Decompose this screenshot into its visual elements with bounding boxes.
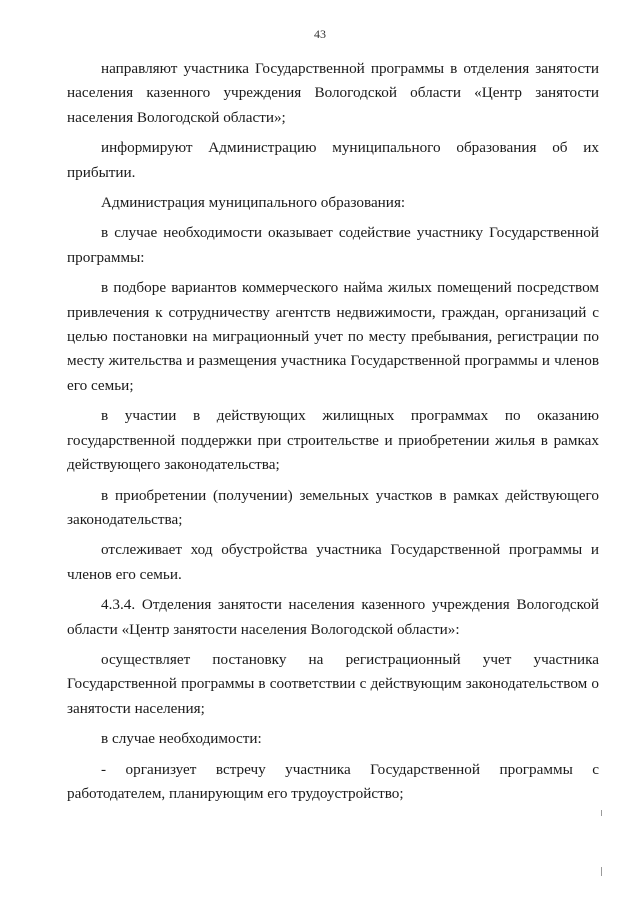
page-number: 43	[314, 27, 326, 41]
paragraph-6: в участии в действующих жилищных программах по оказанию государственной поддержки при строительстве и приобретении жилья в рамках действующего законодательства;	[67, 407, 599, 474]
paragraph-1: направляют участника Государственной программы в отделения занятости населения казенного учреждения Вологодской области «Центр занятости населения Вологодской области»;	[67, 60, 599, 126]
paragraph-3: Администрация муниципального образования:	[101, 194, 406, 212]
paragraph-10: осуществляет постановку на регистрационный учет участника Государственной программы в соответствии с действующим законодательством о занятости населения;	[67, 650, 599, 717]
paragraph-9: 4.3.4. Отделения занятости населения казенного учреждения Вологодской области «Центр занятости населения Вологодской области»:	[67, 596, 599, 638]
paragraph-12: - организует встречу участника Государственной программы с работодателем, планирующим его трудоустройство;	[67, 760, 599, 802]
paragraph-4: в случае необходимости оказывает содействие участнику Государственной программы:	[67, 224, 599, 266]
paragraph-2: информируют Администрацию муниципального образования об их прибытии.	[67, 139, 599, 181]
paragraph-8: отслеживает ход обустройства участника Государственной программы и членов его семьи.	[67, 541, 599, 583]
scan-margin-mark	[601, 867, 602, 876]
paragraph-7: в приобретении (получении) земельных участков в рамках действующего законодательства;	[67, 486, 599, 528]
document-body	[67, 57, 599, 806]
paragraph-11: в случае необходимости:	[101, 730, 262, 748]
scan-margin-mark	[601, 810, 602, 816]
paragraph-5: в подборе вариантов коммерческого найма жилых помещений посредством привлечения к сотрудничеству агентств недвижимости, граждан, организаций с целью постановки на миграционный учет по месту пребывания, регистрации по месту жительства и размещения участника Государственной программы и членов его семьи;	[67, 279, 599, 394]
